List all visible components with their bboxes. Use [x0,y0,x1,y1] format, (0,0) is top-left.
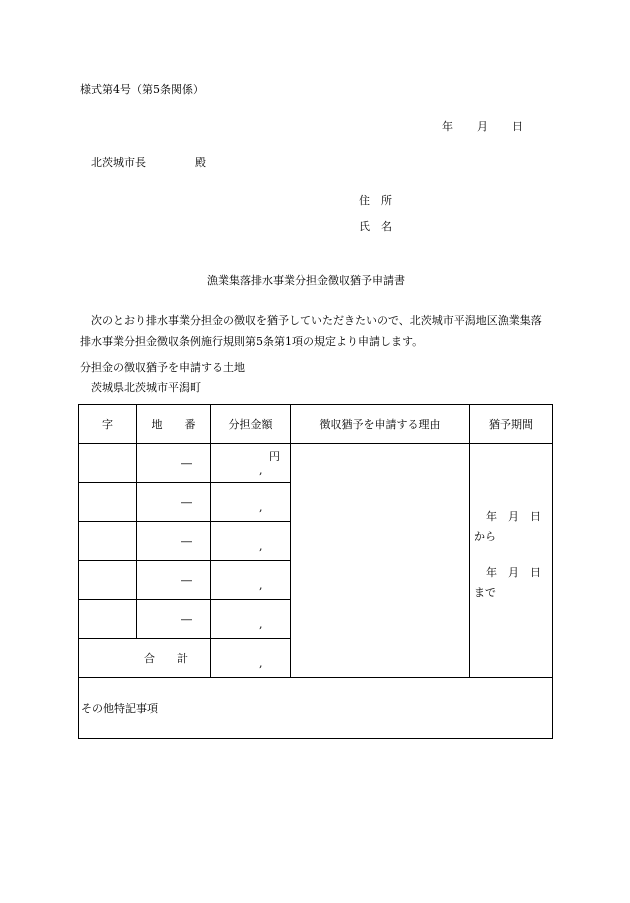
notes-label: その他特記事項 [81,702,158,715]
header-chiban: 地 番 [137,405,211,444]
deferral-table [78,404,553,739]
applicant-address-label: 住 所 [359,194,392,207]
addressee-honorific: 殿 [195,156,206,169]
land-heading: 分担金の徴収猶予を申請する土地 [80,361,245,374]
chiban-cell[interactable]: ― [137,483,211,522]
document-title: 漁業集落排水事業分担金徴収猶予申請書 [207,274,405,287]
amount-comma: , [259,464,263,477]
period-from-date: 年 月 日 [486,510,541,523]
header-aza: 字 [79,405,137,444]
yen-unit: 円 [269,450,280,463]
notes-row [79,678,553,739]
header-amount: 分担金額 [211,405,291,444]
chiban-cell[interactable]: ― [137,522,211,561]
amount-cell[interactable] [211,600,291,639]
period-to-suffix: まで [474,586,496,599]
total-amount-cell[interactable] [211,639,291,678]
form-number: 様式第4号（第5条関係） [80,83,204,96]
amount-cell[interactable] [211,444,291,483]
amount-comma: , [259,657,263,670]
land-location: 茨城県北茨城市平潟町 [91,381,201,394]
applicant-name-label: 氏 名 [359,220,392,233]
table-row [79,444,553,483]
header-reason: 徴収猶予を申請する理由 [291,405,470,444]
notes-cell[interactable] [79,678,553,739]
amount-comma: , [259,618,263,631]
amount-comma: , [259,579,263,592]
chiban-cell[interactable]: ― [137,444,211,483]
amount-comma: , [259,501,263,514]
aza-cell[interactable] [79,561,137,600]
table-header-row [79,405,553,444]
period-from-suffix: から [474,530,496,543]
amount-cell[interactable] [211,561,291,600]
body-text: 次のとおり排水事業分担金の徴収を猶予していただきたいので、北茨城市平潟地区漁業集落排水事業分担金徴収条例施行規則第5条第1項の規定より申請します。 [80,314,542,348]
chiban-cell[interactable]: ― [137,561,211,600]
date-year: 年 [442,120,453,133]
aza-cell[interactable] [79,483,137,522]
header-period: 猶予期間 [470,405,553,444]
chiban-cell[interactable]: ― [137,600,211,639]
total-label: 合 計 [79,639,211,678]
date-day: 日 [512,120,523,133]
period-cell[interactable] [470,444,553,678]
amount-comma: , [259,540,263,553]
amount-cell[interactable] [211,483,291,522]
amount-cell[interactable] [211,522,291,561]
aza-cell[interactable] [79,600,137,639]
date-month: 月 [477,120,488,133]
aza-cell[interactable] [79,444,137,483]
reason-cell[interactable] [291,444,470,678]
addressee-name: 北茨城市長 [91,156,146,169]
aza-cell[interactable] [79,522,137,561]
period-to-date: 年 月 日 [486,566,541,579]
